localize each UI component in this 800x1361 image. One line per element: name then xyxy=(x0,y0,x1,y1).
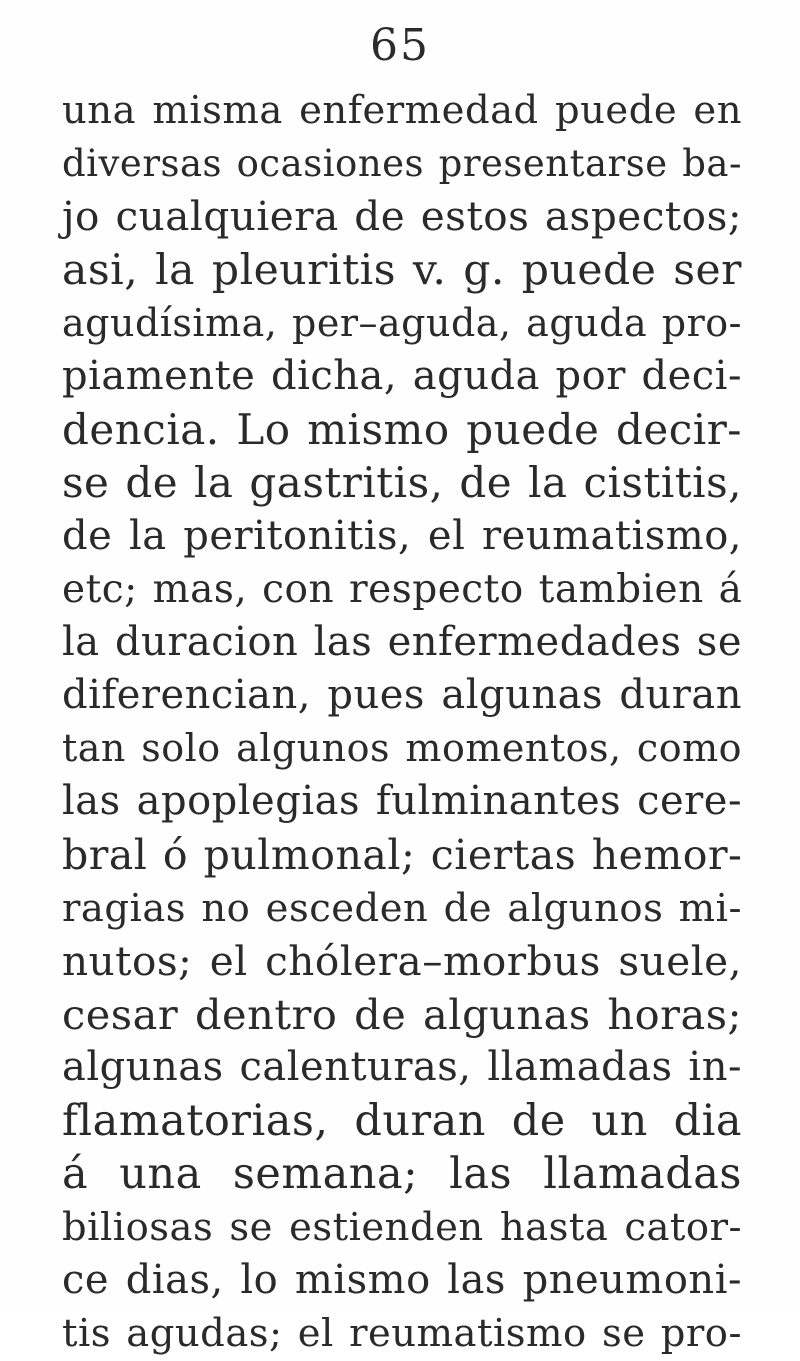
text-line: de la peritonitis, el reumatismo, xyxy=(62,512,742,559)
text-line: se de la gastritis, de la cistitis, xyxy=(62,458,742,508)
text-line: las apoplegias fulminantes cere- xyxy=(62,778,742,825)
text-line: etc; mas, con respecto tambien á xyxy=(62,566,743,612)
page-number: 65 xyxy=(370,20,430,71)
body-text xyxy=(62,84,742,1361)
text-line: diversas ocasiones presentarse ba- xyxy=(62,142,742,186)
text-line: una misma enfermedad puede en xyxy=(62,88,742,133)
text-line: á una semana; las llamadas xyxy=(62,1148,742,1199)
text-line: algunas calenturas, llamadas in- xyxy=(62,1044,742,1091)
text-line: diferencian, pues algunas duran xyxy=(62,672,742,719)
text-line: tis agudas; el reumatismo se pro- xyxy=(62,1311,742,1357)
text-line: tan solo algunos momentos, como xyxy=(62,726,742,771)
text-line: dencia. Lo mismo puede decir- xyxy=(62,405,742,455)
text-line: la duracion las enfermedades se xyxy=(62,618,742,665)
text-line: bral ó pulmonal; ciertas hemor- xyxy=(62,830,743,879)
text-line: asi, la pleuritis v. g. puede ser xyxy=(62,245,742,295)
text-line: jo cualquiera de estos aspectos; xyxy=(62,192,742,241)
text-line: flamatorias, duran de un dia xyxy=(62,1095,742,1146)
text-line: cesar dentro de algunas horas; xyxy=(62,990,742,1040)
text-line: piamente dicha, aguda por deci- xyxy=(62,352,742,399)
text-line: biliosas se estienden hasta cator- xyxy=(62,1204,742,1250)
text-line: nutos; el chólera–morbus suele, xyxy=(62,937,742,985)
text-line: ragias no esceden de algunos mi- xyxy=(62,885,742,931)
text-line: agudísima, per–aguda, aguda pro- xyxy=(62,300,742,345)
text-line: ce dias, lo mismo las pneumoni- xyxy=(62,1257,742,1304)
